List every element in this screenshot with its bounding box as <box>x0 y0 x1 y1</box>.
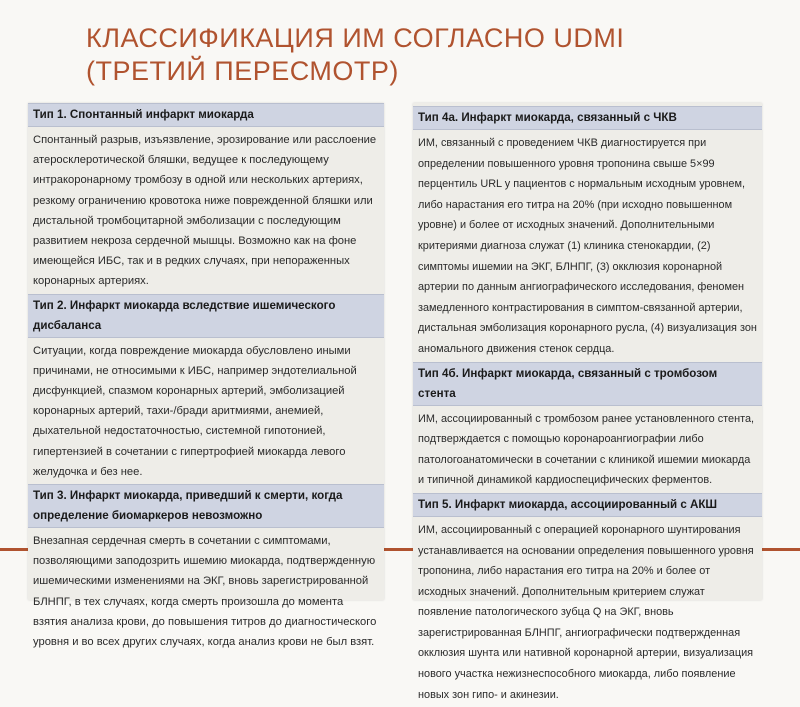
page-title <box>86 22 726 88</box>
divider-middle <box>384 548 413 551</box>
type-4a-heading: Тип 4а. Инфаркт миокарда, связанный с ЧКВ <box>413 106 762 130</box>
type-5-description: ИМ, ассоциированный с операцией коронарного шунтирования устанавливается на основании определения повышенного уровня тропонина, либо нарастания его титра на 20% и более от исходных значений. Дополнительным критерием служат появление патологического зубца Q на ЭКГ, вновь зарегистрированная БЛНПГ, ангиографически подтвержденная окклюзия шунта или нативной коронарной артерии, визуализация нового участка нежизнеспособного миокарда, либо появление новых зон гипо- и акинезии. <box>418 523 754 701</box>
type-1-heading: Тип 1. Спонтанный инфаркт миокарда <box>28 103 384 127</box>
type-1-section <box>28 103 384 294</box>
type-3-description: Внезапная сердечная смерть в сочетании с симптомами, позволяющими заподозрить ишемию миокарда, подтвержденную ишемическими изменениями на ЭКГ, вновь зарегистрированной БЛНПГ, в тех случаях, когда смерть произошла до момента взятия анализа крови, до повышения титров до диагностического уровня и во всех других случаях, когда анализ крови не был взят. <box>33 535 377 649</box>
type-3-section <box>28 484 384 654</box>
page-title-line-2: (ТРЕТИЙ ПЕРЕСМОТР) <box>86 56 399 86</box>
type-4a-section <box>413 106 762 362</box>
type-5-heading: Тип 5. Инфаркт миокарда, ассоциированный с АКШ <box>413 493 762 517</box>
divider-left <box>0 548 28 551</box>
page-title-line-1: КЛАССИФИКАЦИЯ ИМ СОГЛАСНО UDMI <box>86 23 625 53</box>
type-4b-section <box>413 362 762 493</box>
type-2-section <box>28 294 384 484</box>
type-1-description: Спонтанный разрыв, изъязвление, эрозирование или расслоение атеросклеротической бляшки, ведущее к последующему интракоронарному тромбозу в одной или нескольких артериях, резкому ограничению кровотока ниже поврежденной бляшки или дистальной тромбоцитарной эмболизации с последующим развитием некроза сердечной мышцы. Возможно как на фоне имеющейся ИБС, так и в редких случаях, при непораженных коронарных артериях. <box>33 134 377 288</box>
type-4a-description: ИМ, связанный с проведением ЧКВ диагностируется при определении повышенного уровня тропонина свыше 5×99 перцентиль URL у пациентов с нормальным исходным уровнем, либо нарастания его титра на 20% (при исходно повышенном уровне) и более от исходных значений. Дополнительными критериями диагноза служат (1) клиника стенокардии, (2) симптомы ишемии на ЭКГ, БЛНПГ, (3) окклюзия коронарной артерии по данным ангиографического исследования, феномен замедленного контрастирования в симптом-связанной артерии, дистальная эмболизация коронарного русла, (4) визуализация зон аномального движения стенок сердца. <box>418 137 757 355</box>
type-4b-heading: Тип 4б. Инфаркт миокарда, связанный с тромбозом стента <box>413 362 762 406</box>
type-5-section <box>413 493 762 707</box>
type-3-heading: Тип 3. Инфаркт миокарда, приведший к смерти, когда определение биомаркеров невозможно <box>28 484 384 528</box>
classification-table-left <box>28 103 384 649</box>
type-2-heading: Тип 2. Инфаркт миокарда вследствие ишемического дисбаланса <box>28 294 384 338</box>
classification-table-right <box>413 103 762 701</box>
type-4b-description: ИМ, ассоциированный с тромбозом ранее установленного стента, подтверждается с помощью коронароангиографии либо патологоанатомически в сочетании с клиникой ишемии миокарда и типичной динамикой кардиоспецифических ферментов. <box>418 412 755 487</box>
type-2-description: Ситуации, когда повреждение миокарда обусловлено иными причинами, не относимыми к ИБС, например эндотелиальной дисфункцией, спазмом коронарных артерий, эмболизацией коронарных артерий, тахи-/бради аритмиями, анемией, дыхательной недостаточностью, системной гипотонией, гипертензией в сочетании с гипертрофией миокарда левого желудочка и без нее. <box>33 344 357 478</box>
divider-right <box>762 548 800 551</box>
